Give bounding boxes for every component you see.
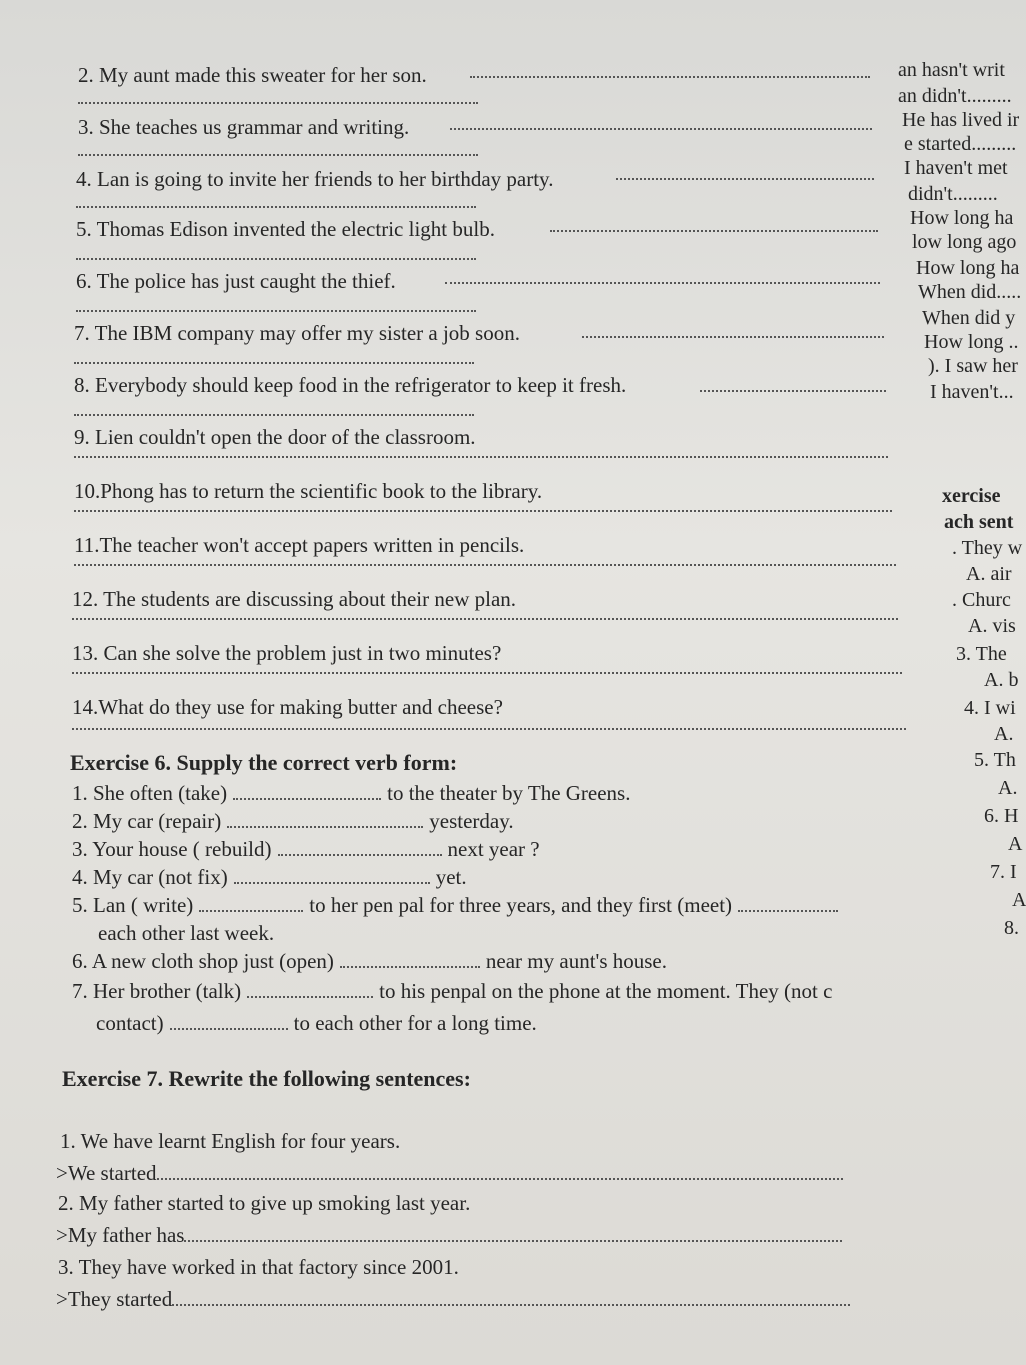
adjacent-text: How long ha <box>910 207 1014 229</box>
adjacent-text: 7. I <box>990 861 1017 883</box>
adjacent-text: When did y <box>922 307 1016 329</box>
ex6-item-5-rest: to her pen pal for three years, and they first (meet) <box>309 893 733 917</box>
adjacent-text: A <box>1008 833 1023 855</box>
adjacent-text: How long .. <box>924 331 1019 353</box>
adjacent-text: When did..... <box>918 281 1022 303</box>
ex6-item-5 <box>72 892 844 918</box>
answer-line[interactable] <box>74 564 896 566</box>
ex7-item-1-question: 1. We have learnt English for four years. <box>60 1129 401 1153</box>
rewrite-blank[interactable] <box>184 1240 842 1242</box>
ex7-item-3-answer-start: >They started <box>56 1287 173 1311</box>
ex6-item-4-prompt: 4. My car (not fix) <box>72 865 228 889</box>
ex5-item-6: 6. The police has just caught the thief. <box>76 269 396 293</box>
ex7-item-3-answer <box>56 1286 856 1312</box>
ex5-item-12: 12. The students are discussing about their new plan. <box>72 587 517 611</box>
ex5-item-10: 10.Phong has to return the scientific book to the library. <box>74 479 543 503</box>
ex6-item-2-rest: yesterday. <box>429 809 514 833</box>
verb-blank[interactable] <box>340 966 480 968</box>
ex6-item-3 <box>72 836 540 862</box>
adjacent-text: A. b <box>984 669 1019 691</box>
verb-blank[interactable] <box>278 854 442 856</box>
ex6-item-7-rest: to his penpal on the phone at the moment. They (not c <box>379 979 833 1003</box>
ex7-item-2-answer-start: >My father has <box>56 1223 185 1247</box>
ex6-item-4-rest: yet. <box>435 865 467 889</box>
ex6-item-6-prompt: 6. A new cloth shop just (open) <box>72 949 334 973</box>
ex5-item-4: 4. Lan is going to invite her friends to her birthday party. <box>76 167 554 191</box>
adjacent-text: A. <box>998 777 1018 799</box>
ex5-item-8: 8. Everybody should keep food in the refrigerator to keep it fresh. <box>74 373 627 397</box>
ex7-item-1-answer <box>56 1160 849 1186</box>
verb-blank[interactable] <box>227 826 423 828</box>
adjacent-text: e started......... <box>904 133 1017 155</box>
answer-line[interactable] <box>550 230 878 232</box>
ex5-item-2: 2. My aunt made this sweater for her son. <box>78 63 427 87</box>
adjacent-text: 8. <box>1004 917 1019 939</box>
ex6-item-6-rest: near my aunt's house. <box>485 949 667 973</box>
answer-line[interactable] <box>78 154 478 156</box>
answer-line[interactable] <box>76 258 476 260</box>
ex6-item-2-prompt: 2. My car (repair) <box>72 809 222 833</box>
answer-line[interactable] <box>74 362 474 364</box>
ex7-item-2-question: 2. My father started to give up smoking last year. <box>58 1191 471 1215</box>
answer-line[interactable] <box>76 206 476 208</box>
verb-blank[interactable] <box>247 996 373 998</box>
adjacent-text: an didn't......... <box>898 85 1012 107</box>
answer-line[interactable] <box>78 102 478 104</box>
ex5-item-7: 7. The IBM company may offer my sister a job soon. <box>74 321 520 345</box>
ex6-item-7-cont-rest: to each other for a long time. <box>293 1011 537 1035</box>
adjacent-text: I haven't met <box>904 157 1008 179</box>
answer-line[interactable] <box>74 456 888 458</box>
ex6-item-1-rest: to the theater by The Greens. <box>387 781 631 805</box>
ex5-item-3: 3. She teaches us grammar and writing. <box>78 115 410 139</box>
adjacent-text: I haven't... <box>930 381 1014 403</box>
answer-line[interactable] <box>445 282 880 284</box>
adjacent-text: . Churc <box>952 589 1011 611</box>
ex6-item-1 <box>72 780 630 806</box>
verb-blank[interactable] <box>233 798 381 800</box>
answer-line[interactable] <box>74 510 892 512</box>
rewrite-blank[interactable] <box>172 1304 850 1306</box>
ex5-item-14: 14.What do they use for making butter and cheese? <box>72 695 503 719</box>
adjacent-text: low long ago <box>912 231 1017 253</box>
ex6-item-7 <box>72 978 832 1004</box>
verb-blank[interactable] <box>199 910 303 912</box>
verb-blank[interactable] <box>234 882 430 884</box>
adjacent-text: 6. H <box>984 805 1019 827</box>
verb-blank[interactable] <box>170 1028 288 1030</box>
answer-line[interactable] <box>72 728 906 730</box>
exercise7-title: Exercise 7. Rewrite the following sentences: <box>62 1066 471 1091</box>
answer-line[interactable] <box>74 414 474 416</box>
ex6-item-7-cont-prompt: contact) <box>96 1011 164 1035</box>
adjacent-text: 3. The <box>956 643 1007 665</box>
ex6-item-6 <box>72 948 667 974</box>
adjacent-text: How long ha <box>916 257 1020 279</box>
answer-line[interactable] <box>700 390 886 392</box>
ex7-item-2-answer <box>56 1222 848 1248</box>
adjacent-heading: ach sent <box>944 511 1014 533</box>
adjacent-heading: xercise <box>942 485 1001 507</box>
answer-line[interactable] <box>470 76 870 78</box>
adjacent-text: 4. I wi <box>964 697 1016 719</box>
answer-line[interactable] <box>616 178 874 180</box>
ex7-item-1-answer-start: >We started <box>56 1161 157 1185</box>
ex6-item-3-prompt: 3. Your house ( rebuild) <box>72 837 272 861</box>
adjacent-text: A <box>1012 889 1026 911</box>
ex6-item-7-cont <box>96 1010 537 1036</box>
answer-line[interactable] <box>450 128 872 130</box>
adjacent-text: He has lived ir <box>902 109 1020 131</box>
ex6-item-1-prompt: 1. She often (take) <box>72 781 228 805</box>
adjacent-text: A. <box>994 723 1014 745</box>
ex5-item-9: 9. Lien couldn't open the door of the classroom. <box>74 425 476 449</box>
exercise6-title: Exercise 6. Supply the correct verb form: <box>70 750 458 775</box>
adjacent-text: A. vis <box>968 615 1016 637</box>
ex5-item-5: 5. Thomas Edison invented the electric light bulb. <box>76 217 495 241</box>
adjacent-text: 5. Th <box>974 749 1016 771</box>
answer-line[interactable] <box>72 672 902 674</box>
ex7-item-3-question: 3. They have worked in that factory since 2001. <box>58 1255 459 1279</box>
ex6-item-5-cont: each other last week. <box>98 921 275 945</box>
adjacent-text: an hasn't writ <box>898 59 1005 81</box>
ex5-item-11: 11.The teacher won't accept papers written in pencils. <box>74 533 525 557</box>
ex6-item-4 <box>72 864 467 890</box>
ex6-item-2 <box>72 808 514 834</box>
answer-line[interactable] <box>72 618 898 620</box>
answer-line[interactable] <box>76 310 476 312</box>
rewrite-blank[interactable] <box>157 1178 843 1180</box>
ex6-item-3-rest: next year ? <box>447 837 540 861</box>
verb-blank[interactable] <box>738 910 838 912</box>
adjacent-text: ). I saw her <box>928 355 1018 377</box>
ex6-item-5-prompt: 5. Lan ( write) <box>72 893 194 917</box>
ex6-item-7-prompt: 7. Her brother (talk) <box>72 979 242 1003</box>
adjacent-text: . They w <box>952 537 1023 559</box>
ex5-item-13: 13. Can she solve the problem just in two minutes? <box>72 641 502 665</box>
adjacent-text: A. air <box>966 563 1012 585</box>
answer-line[interactable] <box>582 336 884 338</box>
adjacent-text: didn't......... <box>908 183 998 205</box>
